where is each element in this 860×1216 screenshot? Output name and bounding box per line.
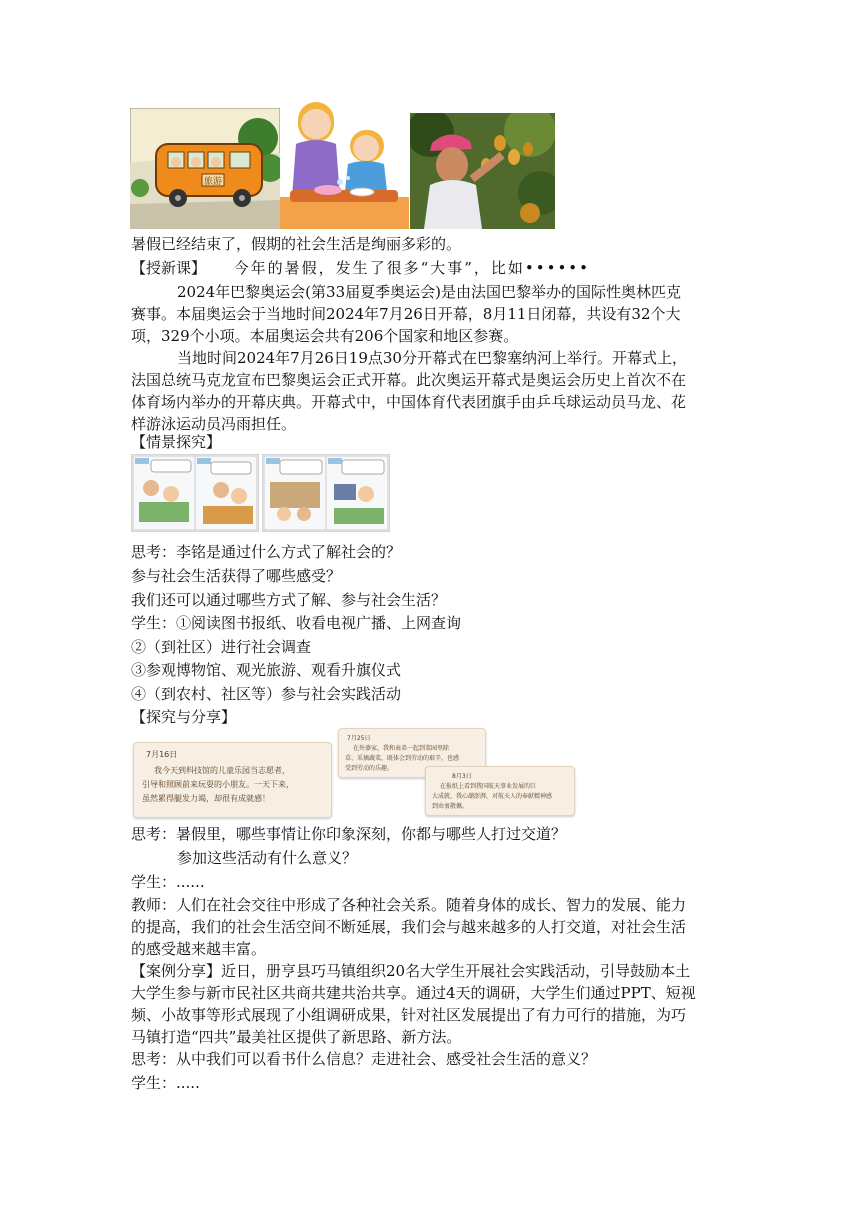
- olympics-para2-line1: 当地时间2024年7月26日19点30分开幕式在巴黎塞纳河上举行。开幕式上，: [177, 349, 687, 367]
- scenario-comic-left: [131, 454, 259, 532]
- diary-date: 7月25日: [347, 735, 371, 742]
- intro-text: 暑假已经结束了，假期的社会生活是绚丽多彩的。: [131, 235, 462, 253]
- diary-line: 我今天到科技馆的儿童乐园当志愿者，: [154, 766, 290, 775]
- diary-card-july16: [133, 742, 332, 818]
- case-student-answer: 学生：.....: [131, 1074, 200, 1092]
- diary-date: 7月16日: [146, 750, 178, 759]
- diary-line: 在外婆家，我和表弟一起到菜园里除: [353, 745, 450, 752]
- diary-date: 8月3日: [452, 773, 472, 780]
- explore-question-1: 思考：暑假里，哪些事情让你印象深刻，你都与哪些人打过交道？: [131, 825, 567, 843]
- bus-trip-illustration: [130, 108, 280, 229]
- scenario-answer-3: ③参观博物馆、观光旅游、观看升旗仪式: [131, 661, 402, 679]
- bus-sign: 旅游: [203, 177, 223, 187]
- explore-student-answer: 学生：......: [131, 873, 205, 891]
- scenario-question-1: 思考：李铭是通过什么方式了解社会的？: [131, 543, 402, 561]
- olympics-para2-line2: 法国总统马克龙宣布巴黎奥运会正式开幕。此次奥运开幕式是奥运会历史上首次不在: [131, 371, 687, 389]
- olympics-para1-line2: 赛事。本届奥运会于当地时间2024年7月26日开幕，8月11日闭幕，共设有32个大: [131, 305, 681, 323]
- case-line-4: 马镇打造“四共”最美社区提供了新思路、新方法。: [131, 1028, 462, 1046]
- scenario-question-3: 我们还可以通过哪些方式了解、参与社会生活？: [131, 591, 447, 609]
- explore-question-2: 参加这些活动有什么意义？: [177, 849, 358, 867]
- lesson-line: [131, 258, 590, 278]
- diary-card-aug3: [425, 766, 575, 816]
- lesson-lead: 今年的暑假，发生了很多“大事”，比如••••••: [233, 259, 591, 277]
- washing-dishes-illustration: [280, 102, 409, 229]
- diary-line: 受到劳动的乐趣。: [345, 765, 394, 772]
- teacher-line-3: 的感受越来越丰富。: [131, 940, 267, 958]
- diary-line: 大成就，我心潮澎湃，对航天人的奉献精神感: [432, 793, 553, 800]
- lesson-heading: 【授新课】: [131, 259, 207, 277]
- scenario-question-2: 参与社会生活获得了哪些感受？: [131, 567, 342, 585]
- scenario-answer-4: ④（到农村、社区等）参与社会实践活动: [131, 685, 402, 703]
- olympics-para1-line3: 项，329个小项。本届奥运会共有206个国家和地区参赛。: [131, 327, 519, 345]
- diary-line: 引导和照顾前来玩耍的小朋友。一天下来，: [142, 780, 294, 789]
- teacher-line-1: 教师：人们在社会交往中形成了各种社会关系。随着身体的成长、智力的发展、能力: [131, 896, 687, 914]
- explore-heading: 【探究与分享】: [131, 708, 237, 726]
- case-line-3: 频、小故事等形式展现了小组调研成果，针对社区发展提出了有力可行的措施，为巧: [131, 1006, 687, 1024]
- olympics-para2-line3: 体育场内举办的开幕庆典。开幕式中，中国体育代表团旗手由乒乓球运动员马龙、花: [131, 393, 687, 411]
- scenario-comic-right: [262, 454, 390, 532]
- picking-fruit-photo: [410, 113, 555, 229]
- case-question: 思考：从中我们可以看书什么信息？走进社会、感受社会生活的意义？: [131, 1050, 597, 1068]
- diary-line: 虽然累得腿发力竭，却很有成就感！: [142, 794, 270, 803]
- case-line-1: 【案例分享】近日，册亨县巧马镇组织20名大学生开展社会实践活动，引导鼓励本土: [131, 962, 691, 980]
- scenario-answer-1: 学生：①阅读图书报纸、收看电视广播、上网查询: [131, 614, 462, 632]
- olympics-para2-line4: 样游泳运动员冯雨担任。: [131, 415, 297, 433]
- scenario-answer-2: ②（到社区）进行社会调查: [131, 638, 312, 656]
- diary-line: 草、采摘蔬菜，既体会到劳动的艰辛，也感: [345, 755, 460, 762]
- scenario-heading: 【情景探究】: [131, 433, 222, 451]
- diary-line: 在报纸上看到我国航天事业发展的巨: [440, 783, 537, 790]
- olympics-para1-line1: 2024年巴黎奥运会(第33届夏季奥运会)是由法国巴黎举办的国际性奥林匹克: [177, 283, 681, 301]
- diary-line: 到由衷敬佩。: [432, 803, 469, 810]
- case-line-2: 大学生参与新市民社区共商共建共治共享。通过4天的调研，大学生们通过PPT、短视: [131, 984, 696, 1002]
- teacher-line-2: 的提高，我们的社会生活空间不断延展，我们会与越来越多的人打交道，对社会生活: [131, 918, 687, 936]
